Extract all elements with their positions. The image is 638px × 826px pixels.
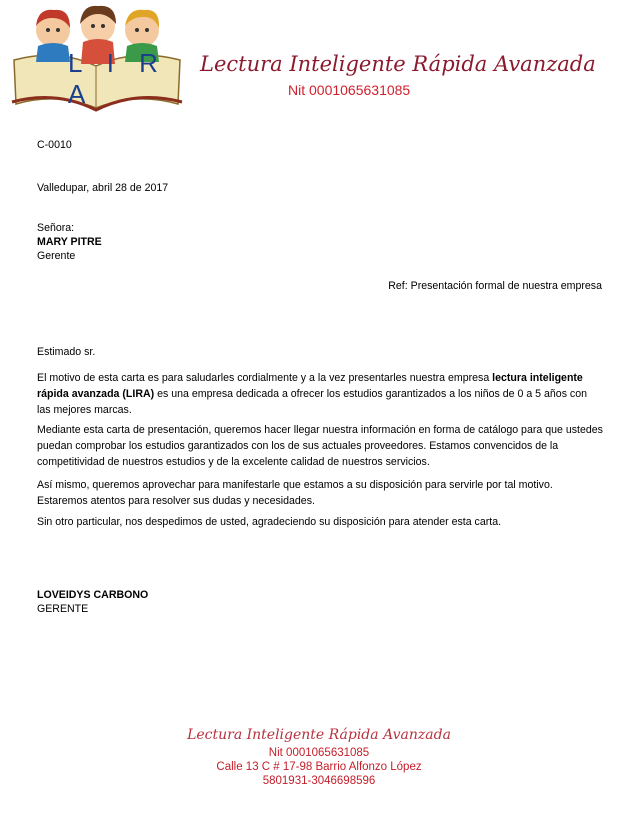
footer-address: Calle 13 C # 17-98 Barrio Alfonzo López <box>216 761 422 773</box>
paragraph-closing: Sin otro particular, nos despedimos de usted, agradeciendo su disposición para atender esta carta. <box>37 516 502 528</box>
paragraph-intro-text: El motivo de esta carta es para saludarles cordialmente y a la vez presentarles nuestra empresa <box>37 372 493 384</box>
recipient-title: Gerente <box>37 250 76 262</box>
footer-phones: 5801931-3046698596 <box>262 775 376 787</box>
paragraph-availability: Así mismo, queremos aprovechar para manifestarle que estamos a su disposición para servirle por tal motivo. Estaremos atentos para resolver sus dudas y necesidades. <box>37 479 553 507</box>
paragraph-intro-text-end: es una empresa dedicada a ofrecer los estudios garantizados a los niños de 0 a 5 años con las mejores marcas. <box>37 388 588 416</box>
logo-text: L I R A <box>68 48 167 109</box>
letter-date: Valledupar, abril 28 de 2017 <box>37 182 169 194</box>
signer-title: GERENTE <box>37 603 89 615</box>
header-nit: Nit 0001065631085 <box>288 82 411 98</box>
greeting: Estimado sr. <box>37 346 96 358</box>
reference-line: Ref: Presentación formal de nuestra empresa <box>388 280 602 292</box>
salutation-label: Señora: <box>37 222 75 234</box>
header-title: Lectura Inteligente Rápida Avanzada <box>200 52 596 76</box>
footer-nit: Nit 0001065631085 <box>268 747 370 759</box>
paragraph-intro <box>37 370 603 418</box>
recipient-name: MARY PITRE <box>37 236 102 248</box>
company-name-bold: lectura inteligente rápida avanzada (LIRA) <box>37 372 583 400</box>
paragraph-presentation: Mediante esta carta de presentación, queremos hacer llegar nuestra información en forma de catálogo para que ustedes puedan comprobar los estudios garantizados con los de sus actuales proveedores. Estamos convencidos de la competitividad de nuestros estudios y de la excelente calidad de nuestros servicios. <box>37 424 603 468</box>
footer-title: Lectura Inteligente Rápida Avanzada <box>187 727 451 743</box>
signer-name: LOVEIDYS CARBONO <box>37 589 149 601</box>
letter-code: C-0010 <box>37 139 72 151</box>
lira-logo <box>8 0 186 112</box>
